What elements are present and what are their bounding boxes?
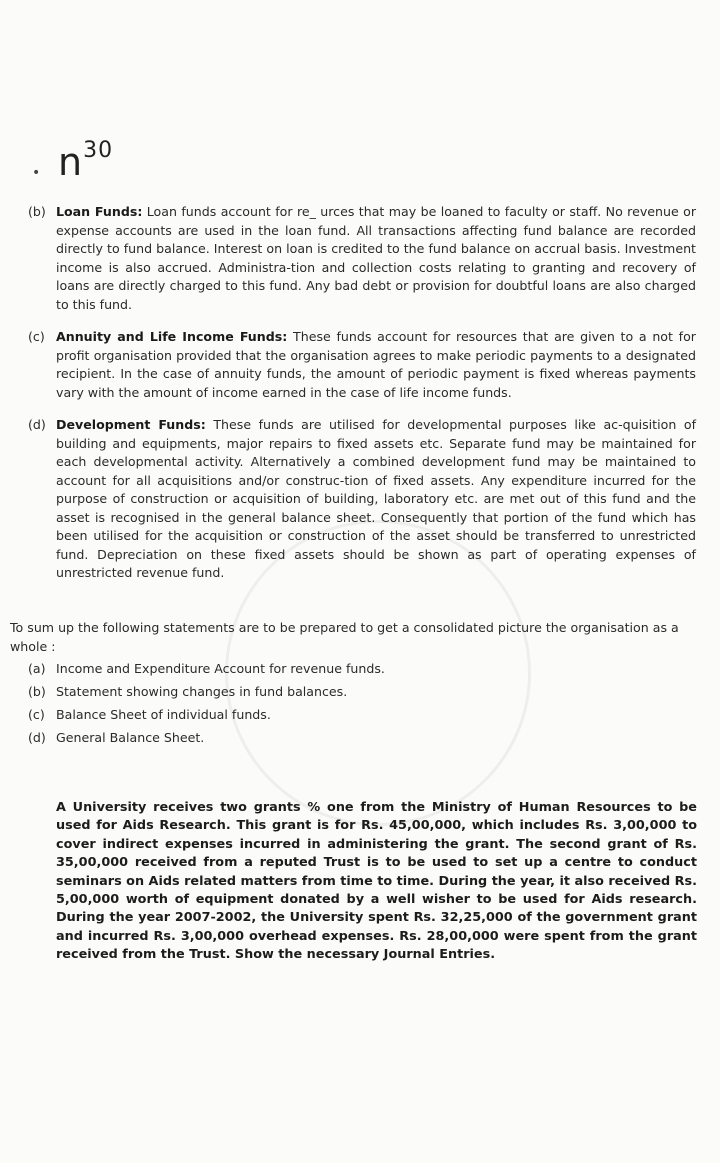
- item-label: (c): [28, 329, 45, 344]
- list-text: Statement showing changes in fund balances.: [56, 684, 348, 699]
- item-annuity-funds: [28, 328, 696, 402]
- item-loan-funds: [28, 203, 696, 314]
- question-text: A University receives two grants % one from the Ministry of Human Resources to be used for Aids Research. This grant is for Rs. 45,00,000, which includes Rs. 3,00,000 to cover indirect expenses incurred in administering the grant. The second grant of Rs. 35,00,000 received from a reputed Trust is to be used to set up a centre to conduct seminars on Aids related matters from time to time. During the year, it also received Rs. 5,00,000 worth of equipment donated by a well wisher to be used for Aids research. During the year 2007-2002, the University spent Rs. 32,25,000 of the government grant and incurred Rs. 3,00,000 overhead expenses. Rs. 28,00,000 were spent from the grant received from the Trust. Show the necessary Journal Entries.: [56, 800, 697, 963]
- item-text: These funds are utilised for developmental purposes like ac-quisition of building and equipments, major repairs to fixed assets etc. Separate fund may be maintained for each developmental activity. Alternatively a combined development fund may be maintained to account for all acquisitions and/or construc-tion of fixed assets. Any expenditure incurred for the purpose of construction or acquisition of building, laboratory etc. are met out of this fund and the asset is recognised in the general balance sheet. Consequently that portion of the fund which has been utilised for the acquisition or construction of the asset should be transferred to unrestricted fund. Depreciation on these fixed assets should be shown as part of operating expenses of unrestricted revenue fund.: [56, 417, 696, 580]
- summary-list-item: [28, 660, 385, 679]
- list-text: Income and Expenditure Account for revenue funds.: [56, 661, 385, 676]
- page-number-base: n: [58, 140, 84, 184]
- summary-list-item: [28, 683, 347, 702]
- bullet-dot: •: [32, 165, 41, 181]
- item-text: Loan funds account for re_ urces that may be loaned to faculty or staff. No revenue or expense accounts are used in the loan fund. All transactions affecting fund balance are recorded directly to fund balance. Interest on loan is credited to the fund balance on accrual basis. Investment income is also accrued. Administra-tion and collection costs relating to granting and recovery of loans are directly charged to this fund. Any bad debt or provision for doubtful loans are also charged to this fund.: [56, 204, 696, 312]
- item-label: (b): [28, 204, 46, 219]
- page-number: [58, 140, 113, 184]
- list-label: (b): [28, 684, 46, 699]
- list-label: (c): [28, 707, 45, 722]
- item-body: [56, 328, 696, 402]
- item-body: [56, 416, 696, 583]
- page-number-sup: 30: [83, 138, 114, 164]
- list-text: Balance Sheet of individual funds.: [56, 707, 271, 722]
- item-heading: Annuity and Life Income Funds:: [56, 329, 288, 344]
- item-label: (d): [28, 417, 46, 432]
- item-development-funds: [28, 416, 696, 583]
- summary-list-item: [28, 706, 271, 725]
- summary-list-item: [28, 729, 204, 748]
- list-label: (d): [28, 730, 46, 745]
- item-heading: Development Funds:: [56, 417, 206, 432]
- list-label: (a): [28, 661, 46, 676]
- item-text: These funds account for resources that are given to a not for profit organisation provided that the organisation agrees to make periodic payments to a designated recipient. In the case of annuity funds, the amount of periodic payment is fixed whereas payments vary with the amount of income earned in the case of life income funds.: [56, 329, 696, 400]
- summary-intro: To sum up the following statements are to be prepared to get a consolidated picture the organisation as a whole :: [10, 620, 679, 654]
- item-heading: Loan Funds:: [56, 204, 143, 219]
- item-body: [56, 203, 696, 314]
- list-text: General Balance Sheet.: [56, 730, 205, 745]
